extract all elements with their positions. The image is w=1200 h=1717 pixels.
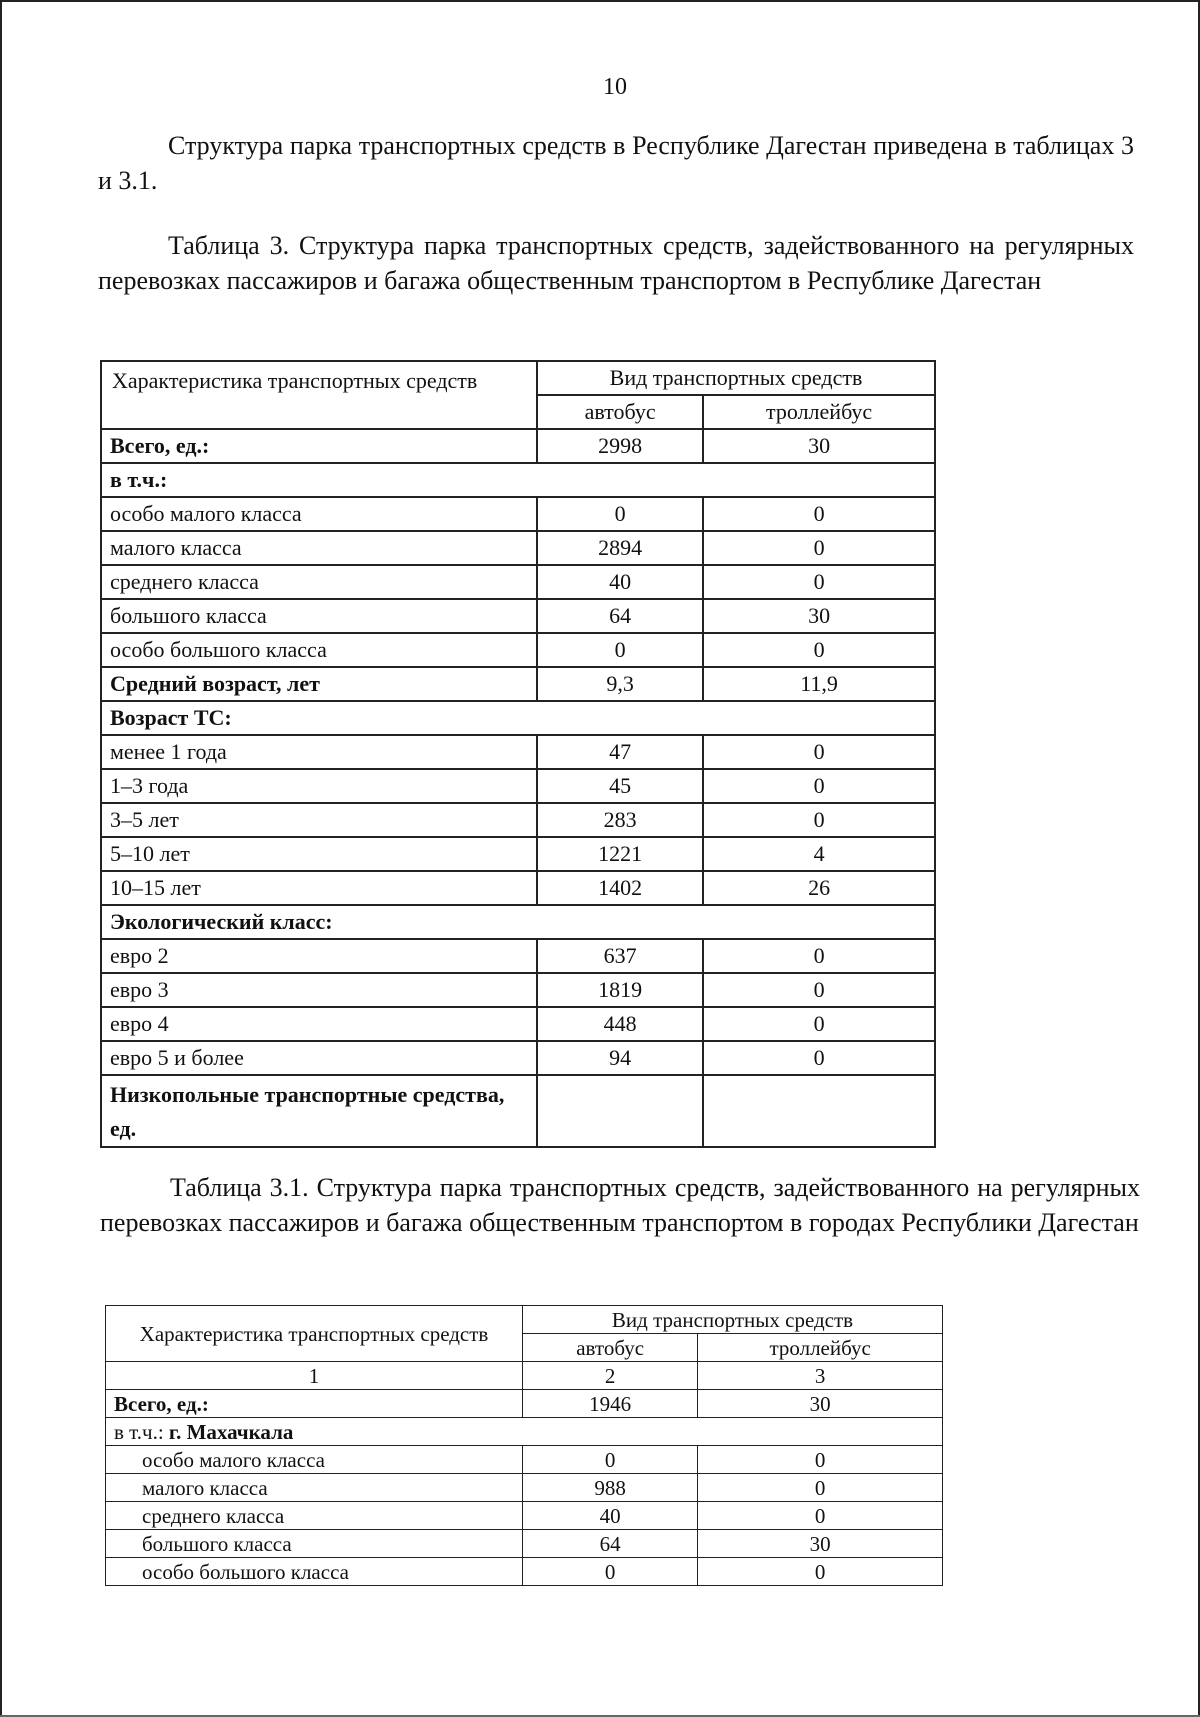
bus-value: 1819 — [537, 973, 703, 1007]
row-label: особо малого класса — [101, 497, 537, 531]
table-row — [106, 1558, 943, 1586]
trolley-value: 0 — [703, 1007, 935, 1041]
row-label: большого класса — [106, 1530, 523, 1558]
table2-caption-text: Таблица 3.1. Структура парка транспортных средств, задействованного на регулярных перевозках пассажиров и багажа общественным транспортом в городах Республики Дагестан — [100, 1173, 1140, 1237]
bus-value: 47 — [537, 735, 703, 769]
table1-avg-age-bus: 9,3 — [537, 667, 703, 701]
row-label: среднего класса — [101, 565, 537, 599]
trolley-value: 0 — [703, 973, 935, 1007]
row-label: малого класса — [106, 1474, 523, 1502]
trolley-value: 0 — [703, 565, 935, 599]
trolley-value: 0 — [703, 633, 935, 667]
trolley-value: 0 — [703, 1041, 935, 1075]
table2-col-number-2: 2 — [523, 1362, 698, 1390]
row-label: евро 3 — [101, 973, 537, 1007]
table-row — [101, 1075, 935, 1147]
bus-value: 64 — [523, 1530, 698, 1558]
table-row — [101, 735, 935, 769]
table1-avg-age-label: Средний возраст, лет — [101, 667, 537, 701]
intro-text: Структура парка транспортных средств в Республике Дагестан приведена в таблицах 3 и 3.1. — [98, 131, 1134, 195]
row-label: евро 4 — [101, 1007, 537, 1041]
table-row — [101, 599, 935, 633]
table2-incl-prefix: в т.ч.: — [114, 1419, 164, 1444]
trolley-value: 0 — [703, 735, 935, 769]
table1-lowfloor-trolley — [703, 1075, 935, 1147]
table1-age-label: Возраст ТС: — [101, 701, 935, 735]
table2-col-number-1: 1 — [106, 1362, 523, 1390]
bus-value: 40 — [523, 1502, 698, 1530]
table1-header-characteristic: Характеристика транспортных средств — [101, 361, 537, 429]
table2-col-bus: автобус — [523, 1334, 698, 1362]
table2-incl-row — [106, 1418, 943, 1446]
table1-lowfloor-bus — [537, 1075, 703, 1147]
trolley-value: 0 — [698, 1446, 943, 1474]
table1-total-trolley: 30 — [703, 429, 935, 463]
bus-value: 637 — [537, 939, 703, 973]
table1-header-vehicle-type: Вид транспортных средств — [537, 361, 935, 395]
bus-value: 64 — [537, 599, 703, 633]
row-label: 10–15 лет — [101, 871, 537, 905]
bus-value: 2894 — [537, 531, 703, 565]
trolley-value: 0 — [703, 531, 935, 565]
page-number: 10 — [603, 74, 627, 100]
table2-caption — [100, 1170, 1140, 1240]
row-label: 5–10 лет — [101, 837, 537, 871]
table1-lowfloor-label: Низкопольные транспортные средства, ед. — [101, 1075, 537, 1147]
table2-header-characteristic: Характеристика транспортных средств — [106, 1306, 523, 1362]
table-row — [101, 701, 935, 735]
table1-caption-text: Таблица 3. Структура парка транспортных средств, задействованного на регулярных перевозках пассажиров и багажа общественным транспортом в Республике Дагестан — [98, 231, 1134, 295]
trolley-value: 0 — [698, 1474, 943, 1502]
bus-value: 0 — [537, 633, 703, 667]
table2-total-label: Всего, ед.: — [106, 1390, 523, 1418]
table-row — [106, 1418, 943, 1446]
table2 — [105, 1305, 943, 1586]
table-row — [106, 1474, 943, 1502]
table2-city: г. Махачкала — [168, 1419, 294, 1444]
row-label: малого класса — [101, 531, 537, 565]
table-row — [101, 939, 935, 973]
table2-col-number-3: 3 — [698, 1362, 943, 1390]
bus-value: 94 — [537, 1041, 703, 1075]
table-row — [101, 803, 935, 837]
row-label: менее 1 года — [101, 735, 537, 769]
table1-avg-age-trolley: 11,9 — [703, 667, 935, 701]
bus-value: 283 — [537, 803, 703, 837]
table1-col-trolley: троллейбус — [703, 395, 935, 429]
page-border-top — [0, 0, 1200, 2]
bus-value: 1221 — [537, 837, 703, 871]
bus-value: 0 — [537, 497, 703, 531]
trolley-value: 30 — [703, 599, 935, 633]
table1 — [100, 360, 936, 1148]
row-label: особо большого класса — [106, 1558, 523, 1586]
trolley-value: 30 — [698, 1530, 943, 1558]
trolley-value: 0 — [698, 1558, 943, 1586]
bus-value: 0 — [523, 1446, 698, 1474]
table1-col-bus: автобус — [537, 395, 703, 429]
table-row — [106, 1390, 943, 1418]
row-label: большого класса — [101, 599, 537, 633]
bus-value: 45 — [537, 769, 703, 803]
table-row — [101, 531, 935, 565]
trolley-value: 0 — [703, 769, 935, 803]
table1-total-label: Всего, ед.: — [101, 429, 537, 463]
row-label: 3–5 лет — [101, 803, 537, 837]
table2-header-vehicle-type: Вид транспортных средств — [523, 1306, 943, 1334]
table1-caption — [98, 228, 1134, 298]
trolley-value: 4 — [703, 837, 935, 871]
table-row — [101, 565, 935, 599]
table-row — [106, 1502, 943, 1530]
trolley-value: 0 — [698, 1502, 943, 1530]
table1-incl-label: в т.ч.: — [101, 463, 935, 497]
table-row — [101, 973, 935, 1007]
table-row — [101, 871, 935, 905]
trolley-value: 0 — [703, 497, 935, 531]
bus-value: 40 — [537, 565, 703, 599]
trolley-value: 0 — [703, 803, 935, 837]
table-row — [101, 667, 935, 701]
table2-total-bus: 1946 — [523, 1390, 698, 1418]
page-border-left — [0, 0, 2, 1717]
trolley-value: 0 — [703, 939, 935, 973]
table-row — [101, 1007, 935, 1041]
row-label: 1–3 года — [101, 769, 537, 803]
table-row — [106, 1530, 943, 1558]
row-label: особо большого класса — [101, 633, 537, 667]
row-label: особо малого класса — [106, 1446, 523, 1474]
table-row — [101, 497, 935, 531]
table-row — [101, 837, 935, 871]
intro-paragraph — [98, 128, 1134, 198]
table2-total-trolley: 30 — [698, 1390, 943, 1418]
table-row — [101, 1041, 935, 1075]
table-row — [106, 1362, 943, 1390]
table-row — [101, 633, 935, 667]
trolley-value: 26 — [703, 871, 935, 905]
row-label: евро 2 — [101, 939, 537, 973]
bus-value: 988 — [523, 1474, 698, 1502]
row-label: среднего класса — [106, 1502, 523, 1530]
bus-value: 448 — [537, 1007, 703, 1041]
table1-total-bus: 2998 — [537, 429, 703, 463]
table-row — [101, 429, 935, 463]
table-row — [101, 463, 935, 497]
bus-value: 1402 — [537, 871, 703, 905]
row-label: евро 5 и более — [101, 1041, 537, 1075]
table-row — [101, 769, 935, 803]
table-row — [106, 1446, 943, 1474]
table1-eco-label: Экологический класс: — [101, 905, 935, 939]
table2-col-trolley: троллейбус — [698, 1334, 943, 1362]
table-row — [101, 905, 935, 939]
bus-value: 0 — [523, 1558, 698, 1586]
